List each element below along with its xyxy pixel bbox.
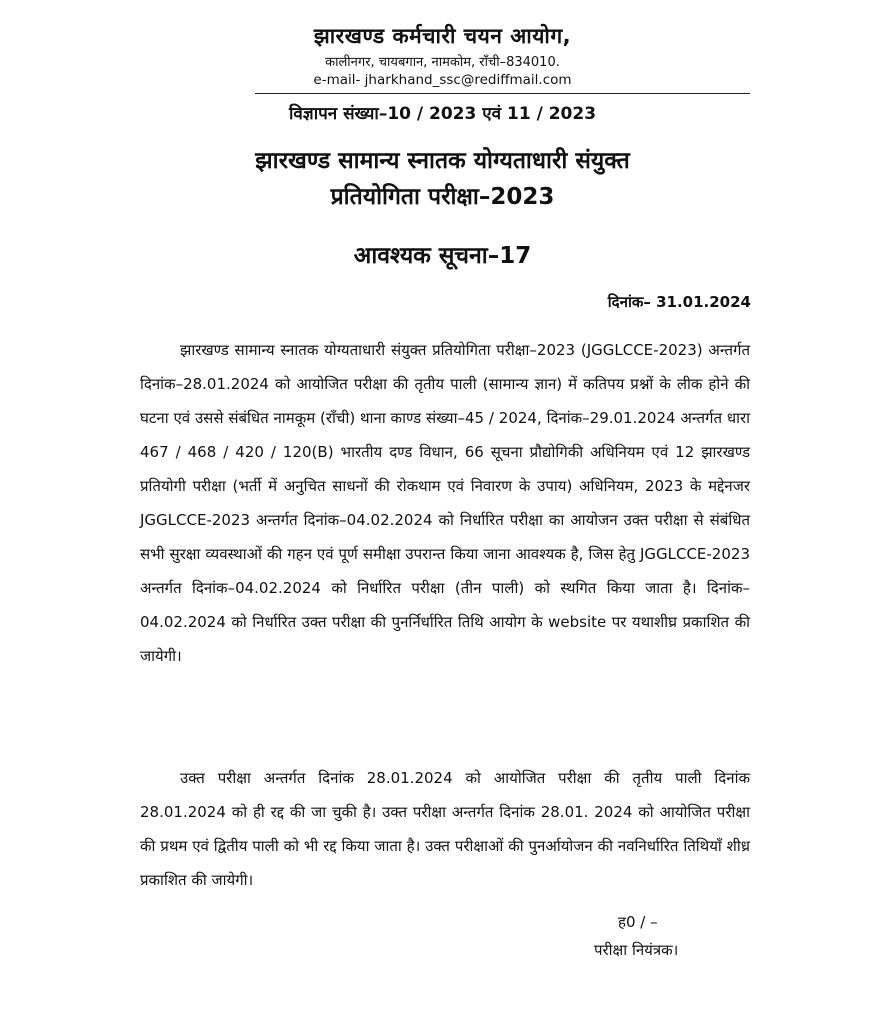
signatory-designation: परीक्षा नियंत्रक। — [594, 941, 679, 959]
exam-title-line-1: झारखण्ड सामान्य स्नातक योग्यताधारी संयुक्त — [255, 148, 630, 174]
body-paragraph-1: झारखण्ड सामान्य स्नातक योग्यताधारी संयुक्त प्रतियोगिता परीक्षा–2023 (JGGLCCE-2023) अन्तर्गत दिनांक–28.01.2024 को आयोजित परीक्षा की तृतीय पाली (सामान्य ज्ञान) में कतिपय प्रश्नों के लीक होने की घटना एवं उससे संबंधित नामकूम (राँची) थाना काण्ड संख्या–45 / 2024, दिनांक–29.01.2024 अन्तर्गत धारा 467 / 468 / 420 / 120(B) भारतीय दण्ड विधान, 66 सूचना प्रौद्योगिकी अधिनियम एवं 12 झारखण्ड प्रतियोगी परीक्षा (भर्ती में अनुचित साधनों की रोकथाम एवं निवारण के उपाय) अधिनियम, 2023 के मद्देनजर JGGLCCE-2023 अन्तर्गत दिनांक–04.02.2024 को निर्धारित परीक्षा का आयोजन उक्त परीक्षा से संबंधित सभी सुरक्षा व्यवस्थाओं की गहन एवं पूर्ण समीक्षा उपरान्त किया जाना आवश्यक है, जिस हेतु JGGLCCE-2023 अन्तर्गत दिनांक–04.02.2024 को निर्धारित परीक्षा (तीन पाली) को स्थगित किया जाता है। दिनांक–04.02.2024 को निर्धारित उक्त परीक्षा की पुनर्निर्धारित तिथि आयोग के website पर यथाशीघ्र प्रकाशित की जायेगी। — [140, 341, 750, 665]
exam-title-line-2: प्रतियोगिता परीक्षा–2023 — [330, 184, 555, 210]
header-divider — [255, 93, 750, 94]
organization-address: कालीनगर, चायबगान, नामकोम, राँची–834010. — [325, 55, 560, 70]
body-paragraph-2: उक्त परीक्षा अन्तर्गत दिनांक 28.01.2024 को आयोजित परीक्षा की तृतीय पाली दिनांक 28.01.2024 को ही रद्द की जा चुकी है। उक्त परीक्षा अन्तर्गत दिनांक 28.01. 2024 को आयोजित परीक्षा की प्रथम एवं द्वितीय पाली को भी रद्द किया जाता है। उक्त परीक्षाओं की पुनर्आयोजन की नवनिर्धारित तिथियाँ शीध्र प्रकाशित की जायेगी। — [140, 769, 750, 889]
exam-title — [0, 143, 885, 215]
organization-email: e-mail- jharkhand_ssc@rediffmail.com — [313, 72, 572, 88]
signature-mark: ह0 / – — [618, 913, 658, 931]
advertisement-number: विज्ञापन संख्या–10 / 2023 एवं 11 / 2023 — [288, 104, 597, 124]
notice-date: दिनांक– 31.01.2024 — [607, 293, 751, 311]
organization-name: झारखण्ड कर्मचारी चयन आयोग, — [313, 24, 572, 48]
notice-heading: आवश्यक सूचना–17 — [353, 243, 532, 269]
